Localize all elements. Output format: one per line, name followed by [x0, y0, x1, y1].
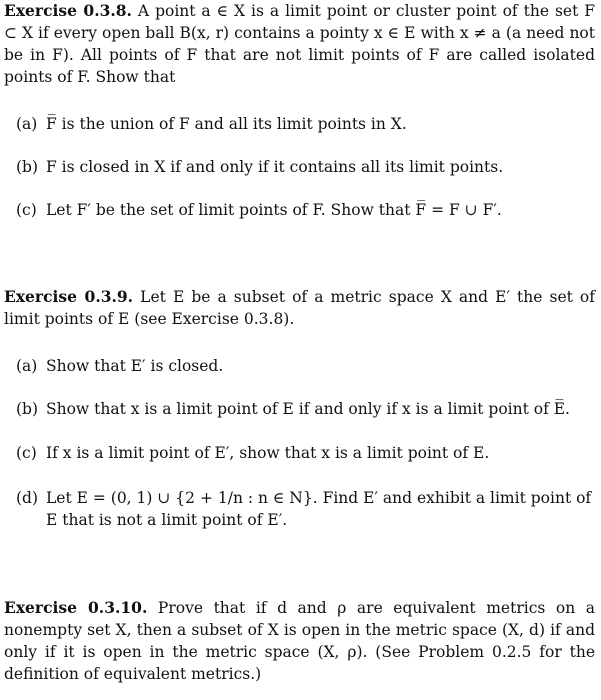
- item-label: (a): [16, 357, 38, 375]
- item-text: Show that E′ is closed.: [46, 357, 224, 375]
- exercise-body: A point a ∈ X is a limit point or cluster point of the set F ⊂ X if every open ball B(x, r) contains a pointy x ∈ E with x ≠ a (a need not be in F). All points of F that are not limit points of F are called isolated points of F. Show that: [4, 2, 595, 86]
- exercise-item: [16, 442, 594, 464]
- exercise-title: Exercise 0.3.9.: [4, 287, 134, 306]
- exercise-item: [16, 355, 594, 377]
- exercise-item: [16, 113, 594, 135]
- exercise-title: Exercise 0.3.8.: [4, 1, 132, 20]
- exercise-item: [16, 156, 594, 178]
- item-text: Let F′ be the set of limit points of F. Show that F̅ = F ∪ F′.: [46, 201, 502, 219]
- exercise-0-3-9: [4, 286, 595, 330]
- item-text: If x is a limit point of E′, show that x is a limit point of E.: [46, 444, 490, 462]
- item-label: (c): [16, 444, 37, 462]
- exercise-item: [16, 398, 594, 420]
- item-label: (a): [16, 115, 38, 133]
- exercise-item: [16, 487, 594, 531]
- item-text: F is closed in X if and only if it contains all its limit points.: [46, 158, 504, 176]
- item-text: Show that x is a limit point of E if and only if x is a limit point of E̅.: [46, 400, 570, 418]
- item-label: (b): [16, 400, 39, 418]
- exercise-0-3-8: [4, 0, 595, 88]
- exercise-body: Let E be a subset of a metric space X and E′ the set of limit points of E (see Exercise 0.3.8).: [4, 288, 595, 328]
- item-text: F̅ is the union of F and all its limit points in X.: [46, 115, 407, 133]
- item-label: (d): [16, 489, 39, 507]
- exercise-title: Exercise 0.3.10.: [4, 598, 148, 617]
- exercise-body: Prove that if d and ρ are equivalent metrics on a nonempty set X, then a subset of X is open in the metric space (X, d) if and only if it is open in the metric space (X, ρ). (See Problem 0.2.5 for the definition of equivalent metrics.): [4, 599, 595, 683]
- item-text-continued: E that is not a limit point of E′.: [46, 511, 288, 529]
- exercise-0-3-10: [4, 597, 595, 685]
- item-text: Let E = (0, 1) ∪ {2 + 1/n : n ∈ N}. Find E′ and exhibit a limit point of: [46, 489, 592, 507]
- item-label: (c): [16, 201, 37, 219]
- exercise-item: [16, 199, 594, 221]
- item-label: (b): [16, 158, 39, 176]
